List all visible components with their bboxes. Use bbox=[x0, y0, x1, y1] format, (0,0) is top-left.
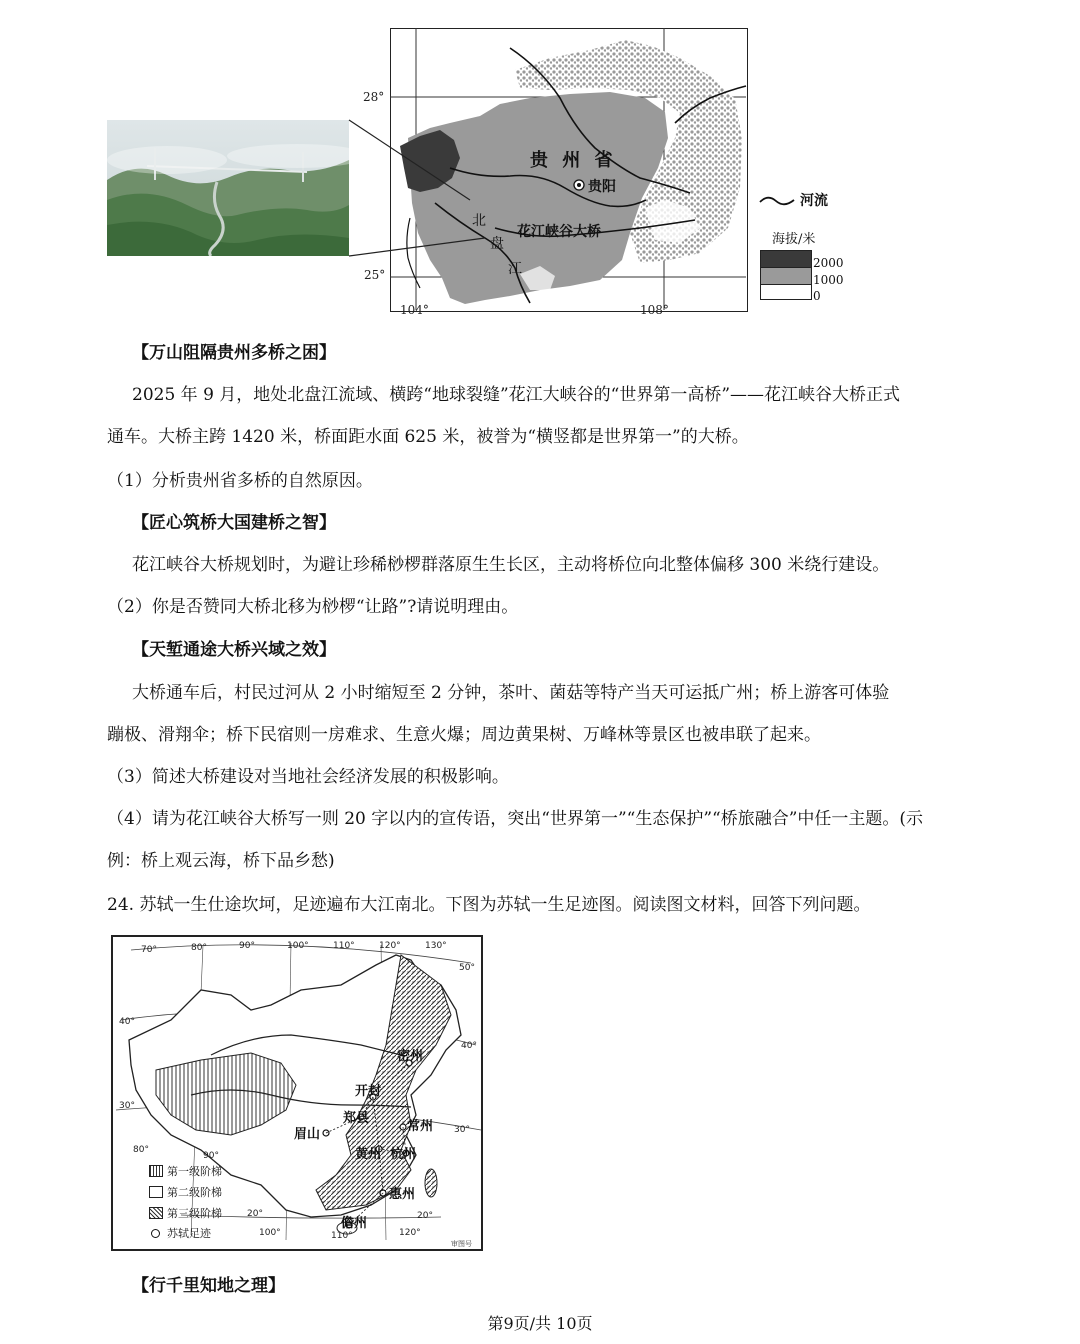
map2-lon-130: 130° bbox=[425, 941, 447, 951]
section1-body-line2: 通车。大桥主跨 1420 米，桥面距水面 625 米，被誉为“横竖都是世界第一”的大桥。 bbox=[107, 427, 749, 447]
section3-body-line1: 大桥通车后，村民过河从 2 小时缩短至 2 分钟，茶叶、菌菇等特产当天可运抵广州；桥上游客可体验 bbox=[132, 683, 890, 703]
legend-swatch-high bbox=[760, 250, 812, 268]
city-huangzhou: 黄州 bbox=[355, 1147, 382, 1162]
elevation-legend bbox=[758, 188, 848, 308]
legend-step1-label: 第一级阶梯 bbox=[167, 1165, 222, 1178]
guizhou-elevation-map bbox=[390, 28, 748, 312]
page-footer: 第9页/共 10页 bbox=[487, 1314, 593, 1333]
legend-value-1000: 1000 bbox=[813, 273, 844, 287]
legend-footprint-marker bbox=[151, 1229, 160, 1238]
map2-lat-50-right: 50° bbox=[459, 963, 475, 973]
lat-label-25: 25° bbox=[364, 268, 386, 282]
elevation-legend-title: 海拔/米 bbox=[772, 232, 816, 247]
map2-lon-bottom-120: 120° bbox=[399, 1228, 421, 1238]
river-char-2: 盘 bbox=[490, 236, 504, 252]
river-legend-label: 河流 bbox=[800, 193, 828, 209]
legend-value-0: 0 bbox=[813, 289, 821, 303]
city-label-guiyang: 贵阳 bbox=[588, 179, 616, 195]
map2-lon-bottom-100: 100° bbox=[259, 1228, 281, 1238]
bridge-photo bbox=[107, 120, 349, 256]
river-char-1: 北 bbox=[472, 213, 486, 229]
city-meishan: 眉山 bbox=[294, 1127, 321, 1142]
question-24: 24. 苏轼一生仕途坎坷，足迹遍布大江南北。下图为苏轼一生足迹图。阅读图文材料，回答下列问题。 bbox=[107, 895, 871, 915]
province-label: 贵 州 省 bbox=[530, 150, 617, 171]
section1-heading: 【万山阻隔贵州多桥之困】 bbox=[132, 343, 336, 363]
river-legend-icon bbox=[758, 194, 798, 208]
map2-lat-40-right: 40° bbox=[461, 1041, 477, 1051]
city-danzhou: 儋州 bbox=[341, 1216, 368, 1231]
section1-body-line1: 2025 年 9 月，地处北盘江流域、横跨“地球裂缝”花江大峡谷的“世界第一高桥”——花江峡谷大桥正式 bbox=[132, 385, 901, 405]
city-huizhou: 惠州 bbox=[389, 1187, 416, 1202]
legend-step3-label: 第三级阶梯 bbox=[167, 1207, 222, 1220]
section3-body-line2: 蹦极、滑翔伞；桥下民宿则一房难求、生意火爆；周边黄果树、万峰林等景区也被串联了起来。 bbox=[107, 725, 821, 745]
bridge-label: 花江峡谷大桥 bbox=[517, 224, 601, 240]
legend-footprint-label: 苏轼足迹 bbox=[167, 1227, 211, 1240]
lon-label-108: 108° bbox=[640, 303, 669, 317]
map2-lat-20-right: 20° bbox=[417, 1211, 433, 1221]
map2-lat-30-left: 30° bbox=[119, 1101, 135, 1111]
legend-step2-swatch bbox=[149, 1186, 163, 1198]
map2-lat-30-right: 30° bbox=[454, 1125, 470, 1135]
question-2: （2）你是否赞同大桥北移为桫椤“让路”?请说明理由。 bbox=[107, 597, 519, 617]
question-3: （3）简述大桥建设对当地社会经济发展的积极影响。 bbox=[107, 767, 509, 787]
map-approval-stamp: 审图号 bbox=[451, 1240, 472, 1248]
question-1: （1）分析贵州省多桥的自然原因。 bbox=[107, 471, 373, 491]
bridge-photo-image bbox=[107, 120, 349, 256]
city-kaifeng: 开封 bbox=[355, 1084, 382, 1099]
map2-lon-90: 90° bbox=[239, 941, 255, 951]
legend-swatch-low bbox=[760, 284, 812, 300]
river-char-3: 江 bbox=[508, 261, 522, 277]
map2-lon-120: 120° bbox=[379, 941, 401, 951]
map2-lat-80-left: 80° bbox=[133, 1145, 149, 1155]
city-mizhou: 密州 bbox=[397, 1049, 424, 1064]
city-changzhou: 常州 bbox=[407, 1119, 434, 1134]
question-4-line1: （4）请为花江峡谷大桥写一则 20 字以内的宣传语，突出“世界第一”“生态保护”“桥旅融合”中任一主题。(示 bbox=[107, 809, 924, 829]
sushi-footprint-map bbox=[111, 935, 485, 1253]
section2-body: 花江峡谷大桥规划时，为避让珍稀桫椤群落原生生长区，主动将桥位向北整体偏移 300 米绕行建设。 bbox=[132, 555, 890, 575]
section2-heading: 【匠心筑桥大国建桥之智】 bbox=[132, 513, 336, 533]
lat-label-28: 28° bbox=[363, 90, 385, 104]
question-4-line2: 例：桥上观云海，桥下品乡愁) bbox=[107, 851, 335, 871]
map2-lat-40-left: 40° bbox=[119, 1017, 135, 1027]
legend-swatch-mid bbox=[760, 267, 812, 285]
map2-lat-20-small: 20° bbox=[247, 1209, 263, 1219]
lon-label-104: 104° bbox=[400, 303, 429, 317]
map2-lon-70: 70° bbox=[141, 945, 157, 955]
section4-heading: 【行千里知地之理】 bbox=[132, 1276, 285, 1296]
city-zhengxian: 郑县 bbox=[343, 1111, 370, 1126]
legend-value-2000: 2000 bbox=[813, 256, 844, 270]
map2-lon-80: 80° bbox=[191, 943, 207, 953]
legend-step2-label: 第二级阶梯 bbox=[167, 1186, 222, 1199]
map2-lon-100: 100° bbox=[287, 941, 309, 951]
map2-lon-bottom-110: 110° bbox=[331, 1231, 353, 1241]
city-hangzhou: 杭州 bbox=[390, 1147, 417, 1162]
map2-lon-90-small: 90° bbox=[203, 1151, 219, 1161]
map2-lon-110: 110° bbox=[333, 941, 355, 951]
legend-step1-swatch bbox=[149, 1165, 163, 1177]
section3-heading: 【天堑通途大桥兴域之效】 bbox=[132, 640, 336, 660]
legend-step3-swatch bbox=[149, 1207, 163, 1219]
